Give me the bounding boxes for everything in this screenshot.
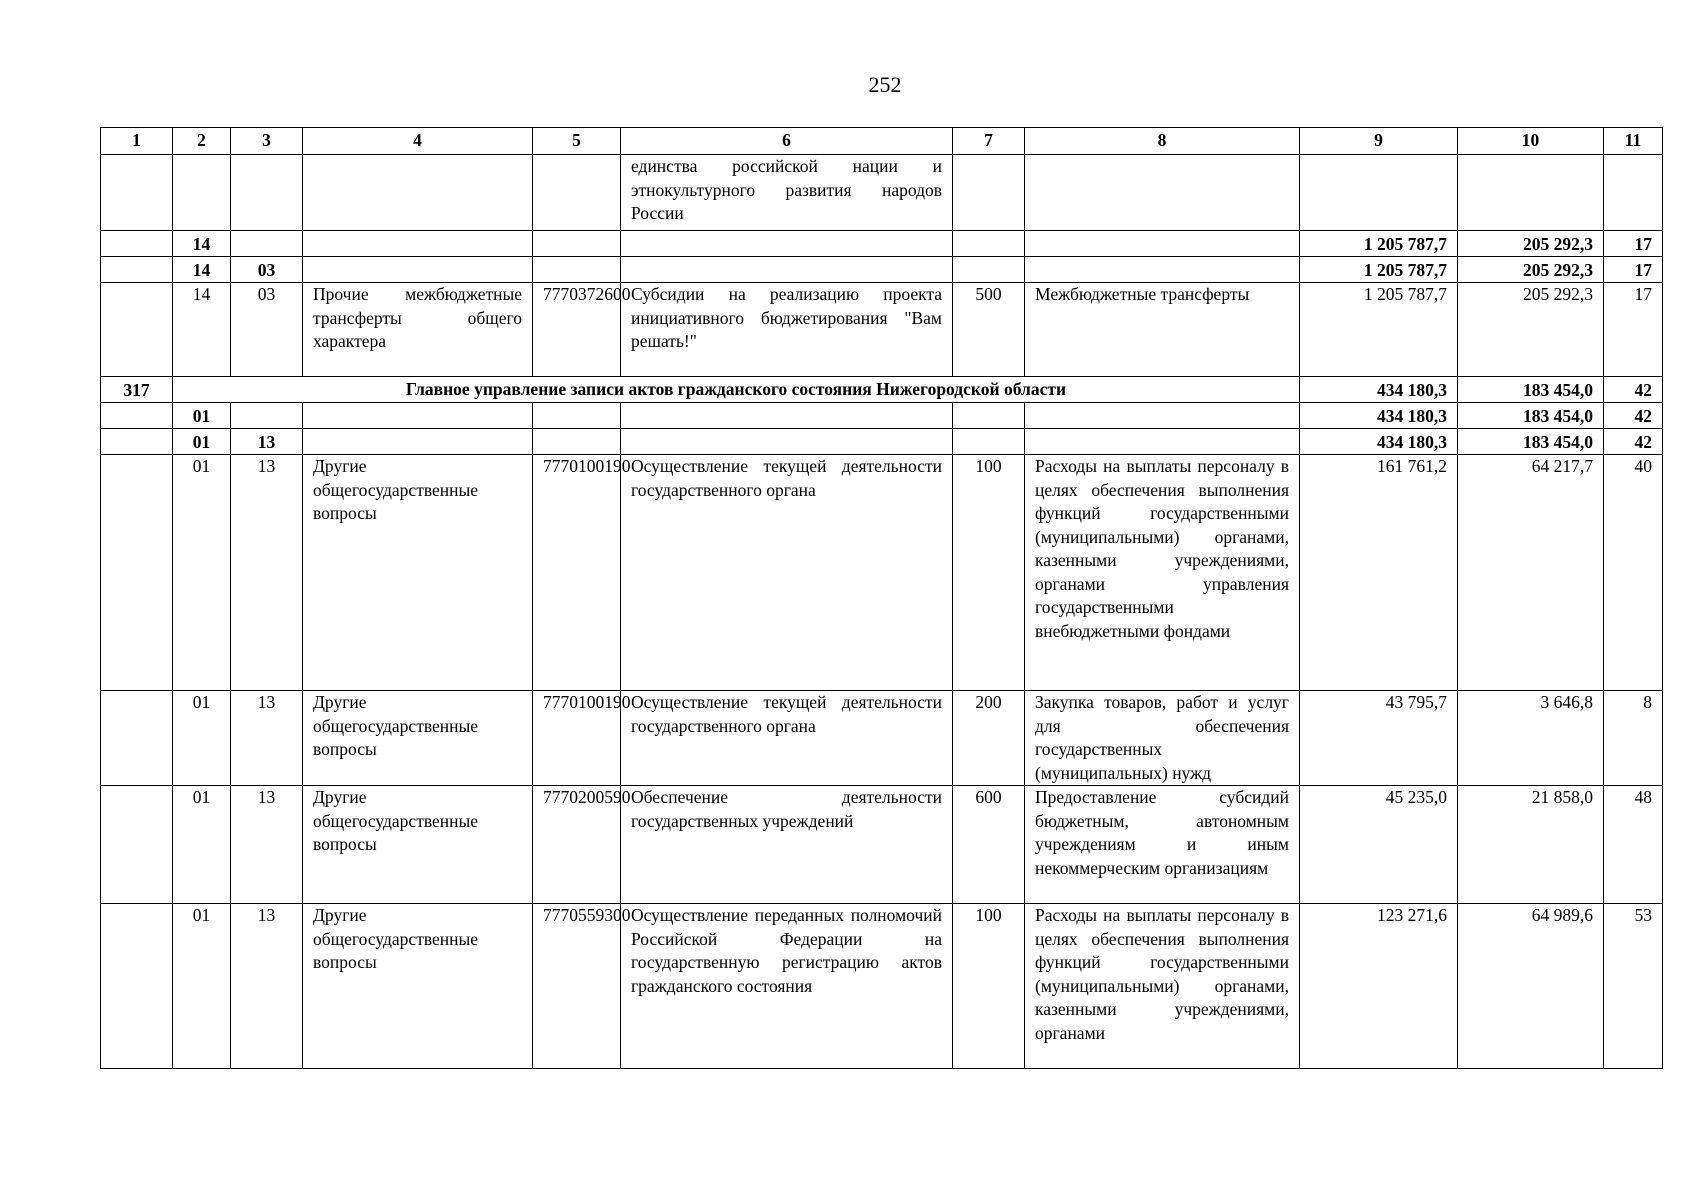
cell-target-code: 7770100190 xyxy=(533,455,621,691)
cell-target-code xyxy=(533,257,621,283)
cell-subsection-name xyxy=(303,429,533,455)
cell-admin-code: 317 xyxy=(101,377,173,403)
cell-amount-actual: 183 454,0 xyxy=(1458,377,1604,403)
cell-expense-type: 100 xyxy=(953,904,1025,1069)
header-row xyxy=(101,128,1663,155)
cell-percent: 40 xyxy=(1604,455,1663,691)
table-row xyxy=(101,283,1663,377)
cell-amount-actual xyxy=(1458,155,1604,231)
table-row xyxy=(101,403,1663,429)
column-header: 8 xyxy=(1025,128,1300,155)
cell-expense-type xyxy=(953,403,1025,429)
cell-expense-type: 200 xyxy=(953,691,1025,786)
cell-percent: 42 xyxy=(1604,429,1663,455)
cell-expense-type xyxy=(953,429,1025,455)
cell-percent: 17 xyxy=(1604,231,1663,257)
cell-section: 14 xyxy=(173,257,231,283)
cell-amount-plan: 123 271,6 xyxy=(1300,904,1458,1069)
cell-amount-plan: 161 761,2 xyxy=(1300,455,1458,691)
cell-subsection-name xyxy=(303,257,533,283)
cell-admin-code xyxy=(101,455,173,691)
cell-target-name: единства российской нации и этнокультурного развития народов России xyxy=(621,155,953,231)
cell-subsection-name: Другие общегосударственные вопросы xyxy=(303,786,533,904)
cell-subsection-name xyxy=(303,231,533,257)
cell-subsection: 03 xyxy=(231,257,303,283)
cell-target-code: 7770100190 xyxy=(533,691,621,786)
cell-amount-actual: 205 292,3 xyxy=(1458,257,1604,283)
cell-expense-name: Закупка товаров, работ и услуг для обеспечения государственных (муниципальных) нужд xyxy=(1025,691,1300,786)
column-header: 3 xyxy=(231,128,303,155)
cell-section: 01 xyxy=(173,455,231,691)
cell-target-code: 7770559300 xyxy=(533,904,621,1069)
cell-subsection: 13 xyxy=(231,455,303,691)
table-row xyxy=(101,691,1663,786)
cell-amount-plan: 434 180,3 xyxy=(1300,429,1458,455)
cell-admin-code xyxy=(101,257,173,283)
cell-percent: 53 xyxy=(1604,904,1663,1069)
cell-expense-name xyxy=(1025,403,1300,429)
column-header: 4 xyxy=(303,128,533,155)
cell-expense-type: 500 xyxy=(953,283,1025,377)
cell-amount-plan: 45 235,0 xyxy=(1300,786,1458,904)
cell-subsection xyxy=(231,155,303,231)
cell-subsection-name xyxy=(303,155,533,231)
cell-target-code: 7770372600 xyxy=(533,283,621,377)
cell-amount-actual: 205 292,3 xyxy=(1458,231,1604,257)
cell-subsection xyxy=(231,403,303,429)
table-row xyxy=(101,904,1663,1069)
cell-section: 14 xyxy=(173,231,231,257)
cell-target-code: 7770200590 xyxy=(533,786,621,904)
cell-expense-type: 600 xyxy=(953,786,1025,904)
cell-section: 01 xyxy=(173,691,231,786)
cell-target-name: Осуществление переданных полномочий Российской Федерации на государственную регистрацию актов гражданского состояния xyxy=(621,904,953,1069)
cell-section: 01 xyxy=(173,403,231,429)
cell-subsection xyxy=(231,231,303,257)
cell-amount-actual: 205 292,3 xyxy=(1458,283,1604,377)
cell-target-code xyxy=(533,231,621,257)
cell-target-code xyxy=(533,403,621,429)
page-number: 252 xyxy=(868,72,902,97)
cell-section: 01 xyxy=(173,904,231,1069)
cell-expense-type: 100 xyxy=(953,455,1025,691)
cell-amount-plan: 1 205 787,7 xyxy=(1300,283,1458,377)
cell-percent: 8 xyxy=(1604,691,1663,786)
cell-expense-name xyxy=(1025,257,1300,283)
cell-admin-code xyxy=(101,155,173,231)
cell-amount-plan: 1 205 787,7 xyxy=(1300,231,1458,257)
cell-percent: 42 xyxy=(1604,403,1663,429)
cell-target-code xyxy=(533,155,621,231)
cell-target-name xyxy=(621,429,953,455)
table-row xyxy=(101,429,1663,455)
column-header: 7 xyxy=(953,128,1025,155)
cell-admin-code xyxy=(101,283,173,377)
cell-target-name: Субсидии на реализацию проекта инициативного бюджетирования "Вам решать!" xyxy=(621,283,953,377)
cell-expense-name xyxy=(1025,231,1300,257)
cell-amount-plan xyxy=(1300,155,1458,231)
cell-amount-plan: 434 180,3 xyxy=(1300,403,1458,429)
cell-percent: 17 xyxy=(1604,257,1663,283)
cell-admin-code xyxy=(101,691,173,786)
table-row xyxy=(101,455,1663,691)
table-row xyxy=(101,786,1663,904)
cell-subsection: 13 xyxy=(231,429,303,455)
cell-expense-name xyxy=(1025,155,1300,231)
cell-subsection: 13 xyxy=(231,786,303,904)
cell-subsection: 13 xyxy=(231,691,303,786)
column-header: 10 xyxy=(1458,128,1604,155)
cell-target-name: Осуществление текущей деятельности государственного органа xyxy=(621,455,953,691)
cell-percent: 17 xyxy=(1604,283,1663,377)
cell-expense-type xyxy=(953,231,1025,257)
cell-subsection-name: Другие общегосударственные вопросы xyxy=(303,455,533,691)
cell-amount-actual: 21 858,0 xyxy=(1458,786,1604,904)
cell-expense-name: Межбюджетные трансферты xyxy=(1025,283,1300,377)
budget-table xyxy=(100,127,1663,1069)
cell-amount-actual: 64 989,6 xyxy=(1458,904,1604,1069)
cell-amount-actual: 3 646,8 xyxy=(1458,691,1604,786)
column-header: 1 xyxy=(101,128,173,155)
cell-section: 01 xyxy=(173,429,231,455)
cell-target-name xyxy=(621,257,953,283)
cell-subsection: 13 xyxy=(231,904,303,1069)
cell-admin-code xyxy=(101,786,173,904)
cell-target-name: Обеспечение деятельности государственных учреждений xyxy=(621,786,953,904)
table-row xyxy=(101,257,1663,283)
cell-amount-plan: 1 205 787,7 xyxy=(1300,257,1458,283)
cell-subsection-name xyxy=(303,403,533,429)
cell-admin-code xyxy=(101,403,173,429)
table-row xyxy=(101,155,1663,231)
cell-amount-actual: 183 454,0 xyxy=(1458,403,1604,429)
cell-amount-actual: 64 217,7 xyxy=(1458,455,1604,691)
cell-section: 14 xyxy=(173,283,231,377)
cell-expense-type xyxy=(953,257,1025,283)
cell-admin-code xyxy=(101,231,173,257)
column-header: 6 xyxy=(621,128,953,155)
table-row xyxy=(101,231,1663,257)
column-header: 9 xyxy=(1300,128,1458,155)
cell-subsection-name: Другие общегосударственные вопросы xyxy=(303,904,533,1069)
cell-percent: 48 xyxy=(1604,786,1663,904)
cell-expense-name xyxy=(1025,429,1300,455)
cell-subsection: 03 xyxy=(231,283,303,377)
cell-amount-plan: 43 795,7 xyxy=(1300,691,1458,786)
cell-subsection-name: Другие общегосударственные вопросы xyxy=(303,691,533,786)
cell-target-name: Осуществление текущей деятельности государственного органа xyxy=(621,691,953,786)
cell-section: 01 xyxy=(173,786,231,904)
cell-target-name xyxy=(621,403,953,429)
department-title: Главное управление записи актов гражданского состояния Нижегородской области xyxy=(173,377,1300,403)
cell-amount-actual: 183 454,0 xyxy=(1458,429,1604,455)
cell-expense-name: Расходы на выплаты персоналу в целях обеспечения выполнения функций государственными (муниципальными) органами, казенными учреждениями, органами управления государственными внебюджетными фондами xyxy=(1025,455,1300,691)
cell-amount-plan: 434 180,3 xyxy=(1300,377,1458,403)
cell-section xyxy=(173,155,231,231)
cell-target-name xyxy=(621,231,953,257)
column-header: 5 xyxy=(533,128,621,155)
cell-target-code xyxy=(533,429,621,455)
column-header: 2 xyxy=(173,128,231,155)
table-row xyxy=(101,377,1663,403)
cell-percent: 42 xyxy=(1604,377,1663,403)
column-header: 11 xyxy=(1604,128,1663,155)
cell-percent xyxy=(1604,155,1663,231)
cell-expense-type xyxy=(953,155,1025,231)
cell-expense-name: Расходы на выплаты персоналу в целях обеспечения выполнения функций государственными (муниципальными) органами, казенными учреждениями, органами xyxy=(1025,904,1300,1069)
cell-admin-code xyxy=(101,904,173,1069)
cell-admin-code xyxy=(101,429,173,455)
cell-subsection-name: Прочие межбюджетные трансферты общего характера xyxy=(303,283,533,377)
cell-expense-name: Предоставление субсидий бюджетным, автономным учреждениям и иным некоммерческим организациям xyxy=(1025,786,1300,904)
